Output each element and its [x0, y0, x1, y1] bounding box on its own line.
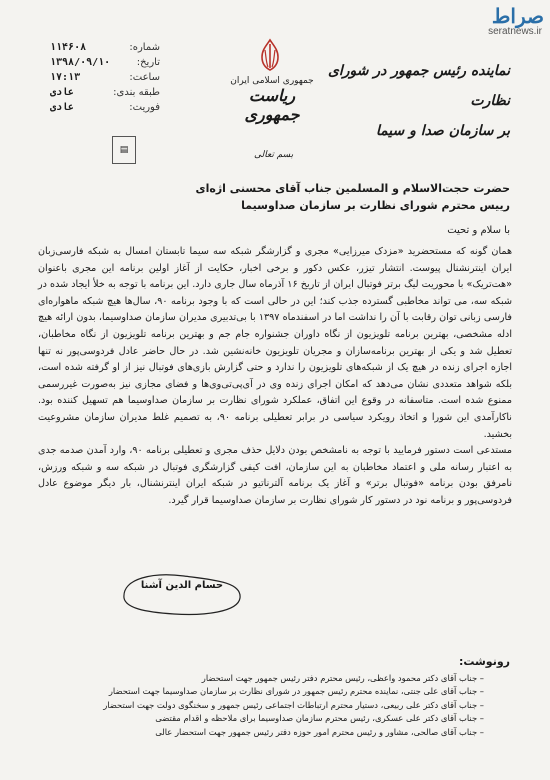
meta-class-label: طبقه بندی: [113, 87, 160, 98]
meta-number: ۱۱۴۶۰۸ [50, 42, 87, 53]
watermark-logo: صراط [491, 4, 544, 28]
meta-time-label: ساعت: [129, 72, 160, 83]
meta-date-row [50, 55, 160, 70]
meta-date-label: تاریخ: [136, 57, 160, 68]
meta-urgency-row [50, 100, 160, 115]
meta-class: عادی [50, 87, 75, 98]
department-name: ریاست جمهوری [244, 86, 300, 124]
meta-date: ۱۳۹۸/۰۹/۱۰ [50, 57, 111, 68]
cc-item: – جناب آقای دکتر علی عسکری، رئیس محترم سازمان صداوسیما برای ملاحظه و اقدام مقتضی [64, 712, 484, 725]
iran-emblem-icon [256, 38, 284, 72]
cc-title: رونوشت: [458, 655, 510, 668]
basmala: بسم تعالی [254, 150, 294, 160]
body-paragraph-2: مستدعی است دستور فرمایید با توجه به نامشخص بودن دلایل حذف مجری و تعطیلی برنامه ۹۰، وارد آمدن صدمه جدی به اعتبار رسانه ملی و اعتماد مخاطبان به این سازمان، افت کیفی گزارشگری فوتبال در شبکه سه و شبکه ورزش، نامرفق بودن برنامه «فوتبال برتر» و آغاز یک برنامه آلترناتیو در شبکه ایران اینترنشنال، بار دیگر موضوع عادل فردوسی‌پور و برنامه نود در دستور کار شورای نظارت بر سازمان صداوسیما قرار گیرد. [38, 445, 513, 506]
archive-stamp-icon: ▤ [112, 136, 136, 164]
cc-item: – جناب آقای دکتر محمود واعظی، رئیس محترم دفتر رئیس جمهور جهت استحضار [64, 672, 484, 685]
signature-block [122, 574, 242, 614]
sender-line-1: نماینده رئیس جمهور در شورای نظارت [327, 63, 510, 109]
meta-number-row [50, 40, 160, 55]
watermark-url: seratnews.ir [488, 26, 542, 37]
cc-item: – جناب آقای علی جنتی، نماینده محترم رئیس جمهور در شورای نظارت بر سازمان صداوسیما جهت استحضار [64, 685, 484, 698]
meta-time: ۱۷:۱۳ [50, 72, 81, 83]
letter-body [38, 244, 512, 510]
meta-time-row [50, 70, 160, 85]
meta-class-row [50, 85, 160, 100]
signature-scribble-icon [114, 568, 250, 620]
government-name: جمهوری اسلامی ایران [230, 76, 314, 86]
signature-name: حسام الدین آشنا [140, 580, 224, 591]
cc-item: – جناب آقای صالحی، مشاور و رئیس محترم امور حوزه دفتر رئیس جمهور جهت استحضار عالی [64, 726, 484, 739]
meta-number-label: شماره: [129, 42, 160, 53]
addressee-line-1: حضرت حجت‌الاسلام و المسلمین جناب آقای محسنی اژه‌ای [195, 182, 510, 195]
letter-meta [50, 40, 160, 115]
meta-urgency: عادی [50, 102, 75, 113]
sender-title [310, 56, 510, 146]
addressee [40, 180, 510, 214]
greeting: با سلام و تحیت [447, 225, 510, 236]
sender-line-2: بر سازمان صدا و سیما [375, 123, 510, 139]
addressee-line-2: رییس محترم شورای نظارت بر سازمان صداوسیما [241, 199, 510, 212]
cc-list [64, 672, 484, 739]
cc-item: – جناب آقای دکتر علی ربیعی، دستیار محترم ارتباطات اجتماعی رئیس جمهور و سخنگوی دولت جهت استحضار [64, 699, 484, 712]
meta-urgency-label: فوریت: [129, 102, 160, 113]
body-paragraph-1: همان گونه که مستحضرید «مزدک میرزایی» مجری و گزارشگر شبکه سه سیما تابستان امسال به شبکه فارسی‌زبان ایران اینترنشنال پیوست. انتشار تیزر، عکس دکور و برخی اخبار، حکایت از آغاز اولین برنامه این مجری باعنوان «هت‌تریک» با محوریت لیگ برتر فوتبال ایران از تاریخ ۱۶ آذرماه سال جاری دارد. این برنامه با توجه به خلأ ایجاد شده در شبکه سه، می تواند مخاطبی گسترده جذب کند؛ این در حالی است که با وجود برنامه ۹۰، سال‌ها هیچ شبکه ماهواره‌ای فارسی زبانی توان رقابت با آن را نداشت اما در اسفندماه ۱۳۹۷ با بی‌تدبیری مدیران سازمان صداوسیما، بدون ارائه هیچ ادله مشخصی، بهترین برنامه تلویزیون از نگاه داوران جشنواره جام جم و بهترین برنامه تلویزیون از نگاه مخاطبان، تعطیل شد و یکی از بهترین برنامه‌سازان و مجریان تلویزیون خانه‌نشین شد. در حال حاضر عادل فردوسی‌پور نه تنها اجازه اجرای زنده در هیچ یک از شبکه‌های تلویزیون را ندارد و حتی گزارش بازی‌های فوتبال نیز از او گرفته شده است، بلکه شواهد متعددی نشان می‌دهد که امکان اجرای زنده وی در آی‌پی‌تی‌وی‌ها و فضای مجازی نیز به‌صورت غیررسمی ممنوع شده است. متاسفانه در وقوع این اتفاق، عملکرد شورای نظارت بر سازمان صداوسیما هم تسهیل کننده بود. ناکارآمدی این شورا و اتخاذ رویکرد سیاسی در برابر تعطیلی برنامه ۹۰، به تصمیم غلط مدیران سازمان مشروعیت بخشید. [38, 246, 512, 440]
letterhead-center [222, 76, 322, 124]
